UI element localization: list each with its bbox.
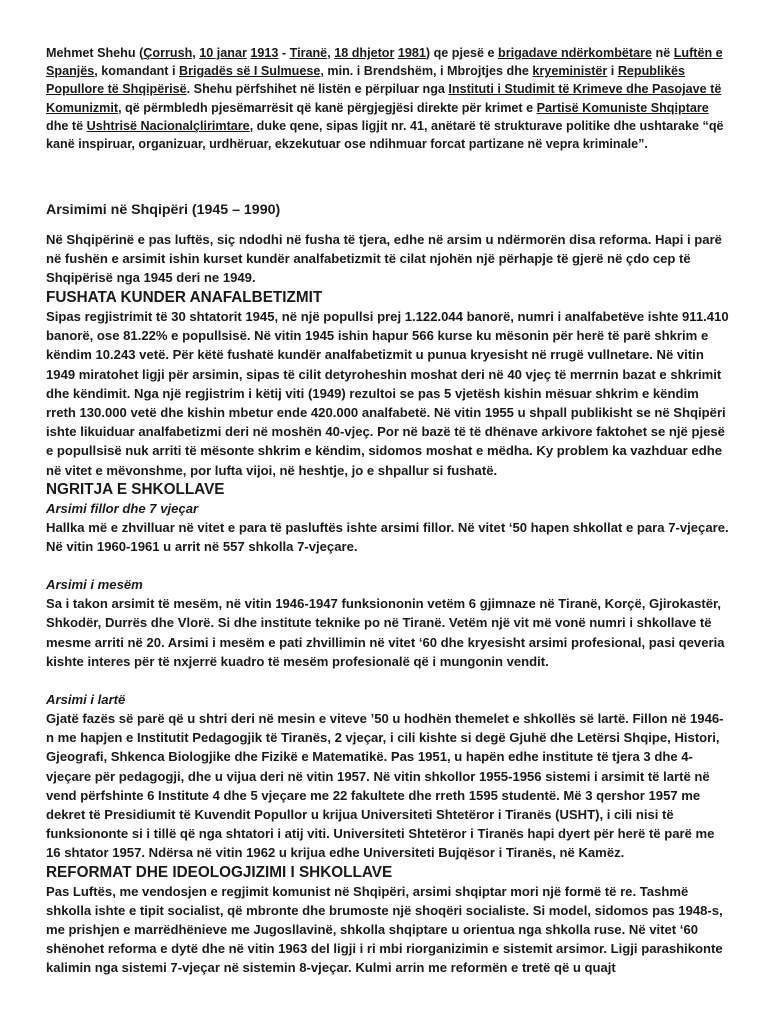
main-content [46, 288, 730, 978]
heading-reforms: REFORMAT DHE IDEOLOGJIZIMI I SHKOLLAVE [46, 863, 393, 881]
heading-literacy-campaign: FUSHATA KUNDER ANAFALBETIZMIT [46, 289, 323, 306]
subheading-primary: Arsimi fillor dhe 7 vjeçar [46, 500, 199, 516]
reforms-paragraph: Pas Luftës, me vendosjen e regjimit komunist në Shqipëri, arsimi shqiptar mori një formë të re. Tashmë shkolla ishte e tipit socialist, që mbronte dhe brumoste një shoqëri socialiste. Si model, sidomos pas 1948-s, me prishjen e marrëdhënieve me Jugosllavinë, shkolla shqiptare u orientua nga shkolla ruse. Në vitet ‘60 shënohet reforma e dytë dhe në vitin 1963 del ligji i ri mbi riorganizimin e sistemit arsimor. Ligji parashikonte kalimin nga sistemi 7-vjeçar në sistemin 8-vjeçar. Kulmi arrin me reformën e tretë që u quajt [46, 883, 723, 976]
link-birthplace[interactable]: Çorrush [143, 46, 193, 60]
literacy-paragraph: Sipas regjistrimit të 30 shtatorit 1945, në një popullsi prej 1.122.044 banorë, numri i analfabetëve ishte 911.410 banorë, ose 81.22% e popullsisë. Në vitin 1945 ishin hapur 566 kurse ku mësonin për herë të parë shkrim e këndim 10.243 vetë. Për këtë fushatë kundër analfabetizmit u punua kryesisht në rrugë vullnetare. Në vitin 1949 miratohet ligji për arsimin, sipas të cilit detyroheshin moshat deri në 40 vjeç të merrnin bazat e shkrimit dhe këndimit. Nga një regjistrim i këtij viti (1949) rezultoi se pas 5 vjetësh kishin mësuar shkrim e këndim rreth 130.000 vetë dhe kishin mbetur ende 420.000 analfabetë. Në vitin 1955 u shpall publikisht se në Shqipëri ishte likuiduar analfabetizmi deri në moshën 40-vjeç. Por në bazë të të dhënave arkivore faktohet se një pjesë e popullsisë nuk arriti të mësonte shkrim e këndim, sidomos moshat e mëdha. Ky problem ka vazhduar edhe në vitet e mëvonshme, por lufta vijoi, në heshtje, jo e shpallur si fushatë. [46, 309, 729, 478]
link-birth-day[interactable]: 10 janar [199, 46, 247, 60]
link-communist-party[interactable]: Partisë Komuniste Shqiptare [536, 100, 709, 115]
bio-name: Mehmet Shehu [46, 46, 136, 60]
spacer [46, 671, 730, 690]
heading-school-building: NGRITJA E SHKOLLAVE [46, 480, 225, 498]
bio-paragraph: Mehmet Shehu (Çorrush, 10 janar 1913 - Tiranë, 18 dhjetor 1981) qe pjesë e brigadave ndërkombëtare në Luftën e Spanjës, komandant i Brigadës së I Sulmuese, min. i Brendshëm, i Mbrojtjes dhe kryeministër i Republikës Popullore të Shqipërisë. Shehu përfshihet në listën e përpiluar nga Instituti i Studimit të Krimeve dhe Pasojave të Komunizmit, që përmbledh pjesëmarrësit që kanë përgjegjësi direkte për krimet e Partisë Komuniste Shqiptare dhe të Ushtrisë Nacionalçlirimtare, duke qene, sipas ligjit nr. 41, anëtarë të strukturave politike dhe ushtarake “që kanë inspiruar, organizuar, urdhëruar, ekzekutuar ose ndihmuar forcat partizane në vepra kriminale”. [46, 46, 724, 152]
secondary-paragraph: Sa i takon arsimit të mesëm, në vitin 1946-1947 funksiononin vetëm 6 gjimnaze në Tiranë, Korçë, Gjirokastër, Shkodër, Durrës dhe Vlorë. Si dhe institute teknike po në Tiranë. Vetëm një vit më vonë numri i shkollave të mesme arriti në 20. Arsimi i mesëm e pati zhvillimin në vitet ‘60 dhe kryesisht arsimi profesional, pasi qeveria kishte interes për të nxjerrë kuadro të mesëm profesionalë që i mungonin vendit. [46, 596, 725, 669]
spacer [46, 556, 730, 575]
link-peoples-republic[interactable]: Republikës Popullore të Shqipërisë [46, 64, 685, 97]
higher-paragraph: Gjatë fazës së parë që u shtri deri në mesin e viteve ’50 u hodhën themelet e shkollës së lartë. Fillon në 1946-n me hapjen e Institutit Pedagogjik të Tiranës, 2 vjeçar, i cili kishte si degë Gjuhë dhe Letërsi Shqipe, Histori, Gjeografi, Shkenca Biologjike dhe Fizikë e Matematikë. Pas 1951, u hapën edhe institute të tjera 3 dhe 4- vjeçare për pedagogji, dhe u vijua deri në vitin 1957. Në vitin shkollor 1955-1956 sistemi i arsimit të lartë në vend përfshinte 6 Institute 4 dhe 5 vjeçare me 22 fakultete dhe rreth 1595 studentë. Më 3 qershor 1957 me dekret të Presidiumit të Kuvendit Popullor u krijua Universiteti Shtetëror i Tiranës (USHT), i cili nisi të funksiononte si i tillë që nga shtatori i atij viti. Universiteti Shtetëror i Tiranës hapi dyert për herë të parë me 16 shtator 1957. Ndërsa në vitin 1962 u krijua edhe Universiteti Bujqësor i Tiranës, në Kamëz. [46, 711, 724, 861]
link-prime-minister[interactable]: kryeministër [532, 64, 608, 79]
link-liberation-army[interactable]: Ushtrisë Nacionalçlirimtare [86, 118, 250, 133]
link-spanish-war[interactable]: Luftën e Spanjës [46, 46, 723, 79]
primary-paragraph: Hallka më e zhvilluar në vitet e para të pasluftës ishte arsimi fillor. Në vitet ‘50 hapen shkollat e para 7-vjeçare. Në vitin 1960-1961 u arrit në 557 shkolla 7-vjeçare. [46, 519, 729, 555]
intro-paragraph: Në Shqipërinë e pas luftës, siç ndodhi në fusha të tjera, edhe në arsim u ndërmorën disa reforma. Hapi i parë në fushën e arsimit ishin kurset kundër analfabetizmit të cilat njohën një përhapje të gjerë në çdo cep të Shqipërisë nga 1945 deri ne 1949. [46, 232, 722, 286]
link-first-assault-brigade[interactable]: Brigadës së I Sulmuese [178, 64, 321, 79]
section-title: Arsimimi në Shqipëri (1945 – 1990) [46, 202, 281, 218]
link-birth-year[interactable]: 1913 [250, 46, 279, 60]
subheading-higher: Arsimi i lartë [46, 692, 126, 708]
link-crimes-institute[interactable]: Instituti i Studimit të Krimeve dhe Pasojave të Komunizmit [46, 82, 722, 115]
link-death-place[interactable]: Tiranë [289, 46, 328, 60]
link-death-year[interactable]: 1981 [397, 46, 426, 60]
link-international-brigades[interactable]: brigadave ndërkombëtare [498, 46, 652, 60]
subheading-secondary: Arsimi i mesëm [46, 577, 143, 593]
link-death-day[interactable]: 18 dhjetor [334, 46, 395, 60]
